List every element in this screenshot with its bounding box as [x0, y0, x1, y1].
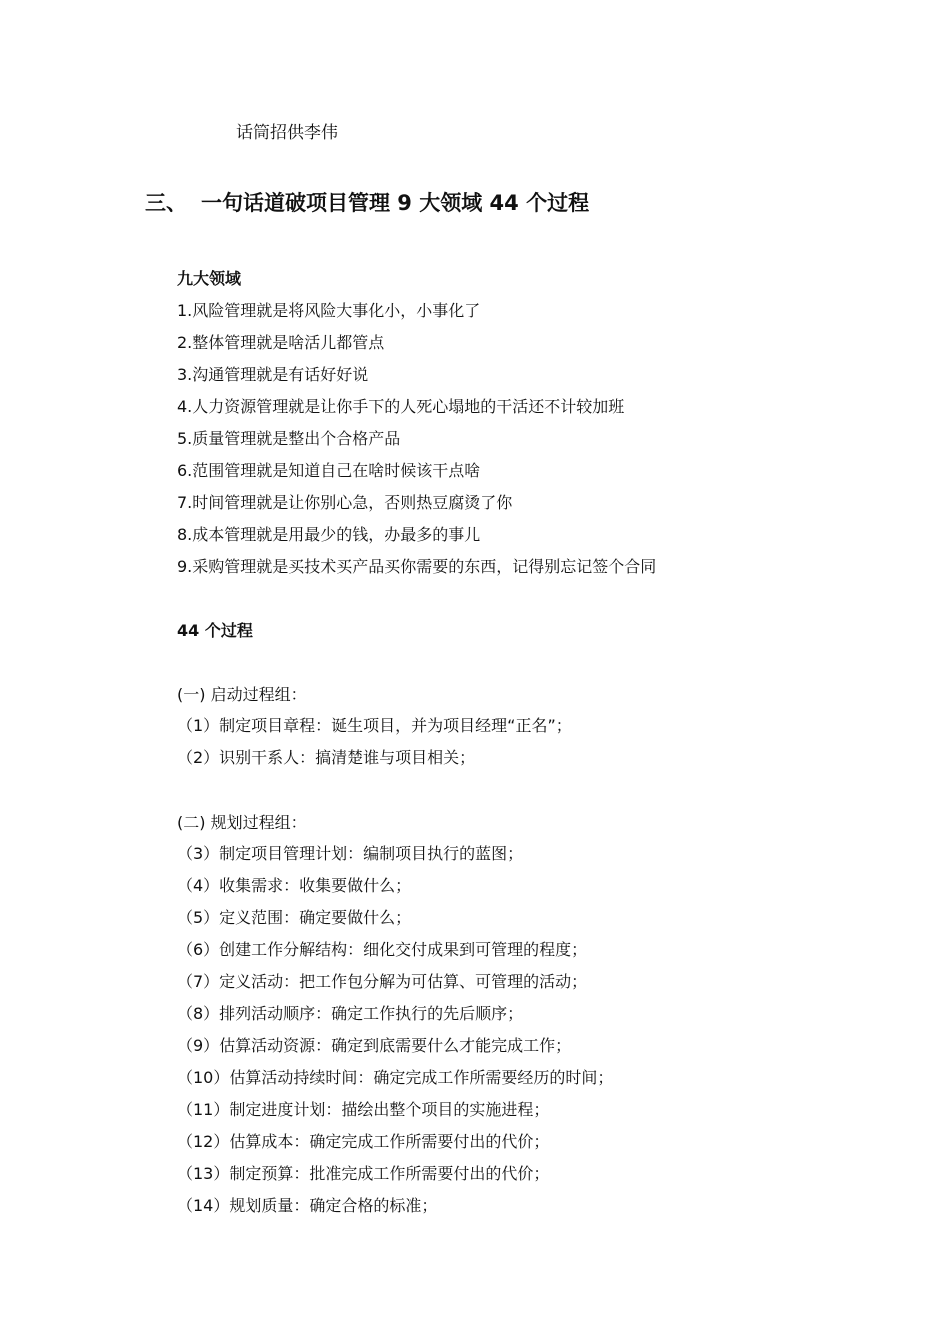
process-group-title-initiating: (一) 启动过程组：: [177, 685, 307, 704]
process-item: （13）制定预算：批准完成工作所需要付出的代价；: [177, 1164, 550, 1183]
top-line-text: 话筒招供李伟: [236, 123, 338, 143]
domain-item: 1.风险管理就是将风险大事化小，小事化了: [177, 301, 481, 320]
domain-item: 5.质量管理就是整出个合格产品: [177, 429, 401, 448]
domain-item: 9.采购管理就是买技术买产品买你需要的东西，记得别忘记签个合同: [177, 557, 657, 576]
process-item: （2）识别干系人：搞清楚谁与项目相关；: [177, 748, 476, 767]
process-item: （10）估算活动持续时间：确定完成工作所需要经历的时间；: [177, 1068, 614, 1087]
domain-item: 6.范围管理就是知道自己在啥时候该干点啥: [177, 461, 481, 480]
domains-heading: 九大领域: [177, 269, 242, 288]
process-item: （9）估算活动资源：确定到底需要什么才能完成工作；: [177, 1036, 572, 1055]
processes-heading: 44 个过程: [177, 621, 253, 640]
process-item: （12）估算成本：确定完成工作所需要付出的代价；: [177, 1132, 550, 1151]
domain-item: 2.整体管理就是啥活儿都管点: [177, 333, 385, 352]
process-item: （3）制定项目管理计划：编制项目执行的蓝图；: [177, 844, 524, 863]
section-heading: [145, 189, 589, 217]
process-item: （7）定义活动：把工作包分解为可估算、可管理的活动；: [177, 972, 588, 991]
process-item: （6）创建工作分解结构：细化交付成果到可管理的程度；: [177, 940, 588, 959]
process-group-initiating-list: [177, 710, 572, 774]
process-item: （14）规划质量：确定合格的标准；: [177, 1196, 438, 1215]
process-group-title-planning: (二) 规划过程组：: [177, 813, 307, 832]
domains-list: [177, 295, 656, 583]
domain-item: 4.人力资源管理就是让你手下的人死心塌地的干活还不计较加班: [177, 397, 625, 416]
process-group-planning-list: [177, 838, 613, 1222]
section-number: 三、: [145, 191, 187, 215]
domain-item: 7.时间管理就是让你别心急，否则热豆腐烫了你: [177, 493, 513, 512]
process-item: （4）收集需求：收集要做什么；: [177, 876, 412, 895]
process-item: （8）排列活动顺序：确定工作执行的先后顺序；: [177, 1004, 524, 1023]
domain-item: 8.成本管理就是用最少的钱，办最多的事儿: [177, 525, 481, 544]
section-title: 一句话道破项目管理 9 大领域 44 个过程: [201, 191, 590, 215]
domain-item: 3.沟通管理就是有话好好说: [177, 365, 369, 384]
process-item: （5）定义范围：确定要做什么；: [177, 908, 412, 927]
process-item: （1）制定项目章程：诞生项目，并为项目经理“正名”；: [177, 716, 572, 735]
process-item: （11）制定进度计划：描绘出整个项目的实施进程；: [177, 1100, 550, 1119]
